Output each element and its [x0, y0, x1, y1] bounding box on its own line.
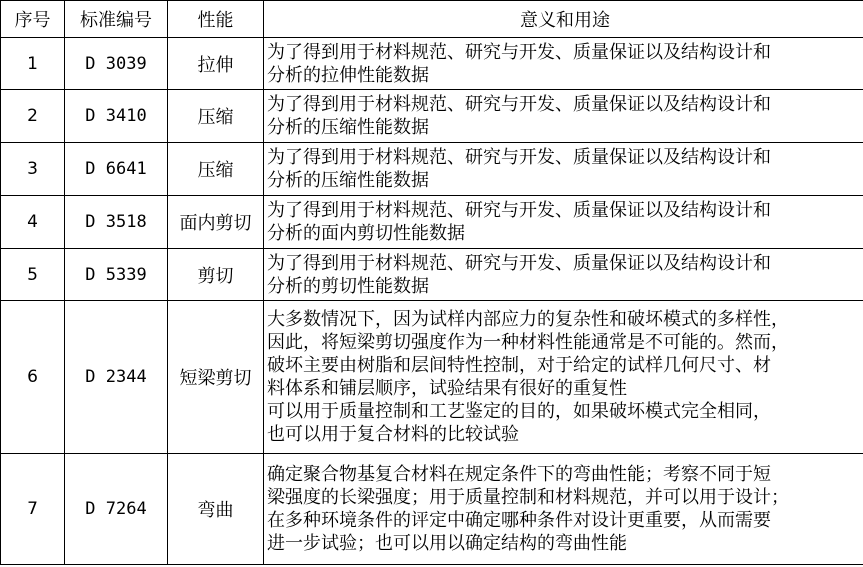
- row-property: 压缩: [168, 143, 264, 196]
- usage-line: 为了得到用于材料规范、研究与开发、质量保证以及结构设计和: [267, 252, 771, 274]
- row-index: 6: [1, 301, 65, 454]
- usage-line: 分析的拉伸性能数据: [267, 64, 429, 86]
- row-usage: [264, 249, 863, 301]
- row-index: 3: [1, 143, 65, 196]
- usage-line: 确定聚合物基复合材料在规定条件下的弯曲性能；考察不同于短: [267, 464, 771, 485]
- table-row: [1, 301, 863, 454]
- header-standard-number: 标准编号: [65, 1, 168, 38]
- row-usage: [264, 90, 863, 143]
- table-row: [1, 196, 863, 249]
- table-row: [1, 249, 863, 301]
- usage-line: 大多数情况下，因为试样内部应力的复杂性和破坏模式的多样性，: [267, 309, 789, 330]
- row-property: 拉伸: [168, 38, 264, 90]
- usage-line: 分析的剪切性能数据: [267, 275, 429, 297]
- table-row: [1, 143, 863, 196]
- usage-line: 也可以用于复合材料的比较试验: [267, 424, 519, 445]
- row-standard: D 5339: [65, 249, 168, 301]
- row-index: 2: [1, 90, 65, 143]
- row-standard: D 7264: [65, 454, 168, 565]
- row-property: 压缩: [168, 90, 264, 143]
- usage-line: 为了得到用于材料规范、研究与开发、质量保证以及结构设计和: [267, 94, 771, 115]
- header-index: 序号: [1, 1, 65, 38]
- usage-line: 进一步试验；也可以用以确定结构的弯曲性能: [267, 533, 627, 554]
- row-index: 5: [1, 249, 65, 301]
- row-index: 4: [1, 196, 65, 249]
- header-meaning-and-usage: 意义和用途: [264, 1, 863, 38]
- usage-line: 为了得到用于材料规范、研究与开发、质量保证以及结构设计和: [267, 200, 771, 221]
- usage-line: 可以用于质量控制和工艺鉴定的目的，如果破坏模式完全相同，: [267, 401, 771, 422]
- row-usage: [264, 38, 863, 90]
- usage-line: 为了得到用于材料规范、研究与开发、质量保证以及结构设计和: [267, 147, 771, 168]
- row-standard: D 3410: [65, 90, 168, 143]
- usage-line: 料体系和铺层顺序，试验结果有很好的重复性: [267, 378, 627, 399]
- table-row: [1, 38, 863, 90]
- row-property: 剪切: [168, 249, 264, 301]
- row-standard: D 2344: [65, 301, 168, 454]
- row-index: 7: [1, 454, 65, 565]
- usage-line: 分析的压缩性能数据: [267, 117, 429, 138]
- row-usage: [264, 196, 863, 249]
- row-property: 短梁剪切: [168, 301, 264, 454]
- header-property: 性能: [168, 1, 264, 38]
- row-usage: [264, 143, 863, 196]
- row-standard: D 6641: [65, 143, 168, 196]
- table-row: [1, 454, 863, 565]
- row-property: 弯曲: [168, 454, 264, 565]
- usage-line: 破坏主要由树脂和层间特性控制，对于给定的试样几何尺寸、材: [267, 355, 771, 376]
- usage-line: 梁强度的长梁强度；用于质量控制和材料规范，并可以用于设计；: [267, 487, 789, 508]
- row-standard: D 3518: [65, 196, 168, 249]
- row-usage: [264, 454, 863, 565]
- row-standard: D 3039: [65, 38, 168, 90]
- usage-line: 在多种环境条件的评定中确定哪种条件对设计更重要，从而需要: [267, 510, 771, 531]
- row-property: 面内剪切: [168, 196, 264, 249]
- table-header-row: [1, 1, 863, 38]
- usage-line: 因此，将短梁剪切强度作为一种材料性能通常是不可能的。然而，: [267, 332, 789, 353]
- usage-line: 为了得到用于材料规范、研究与开发、质量保证以及结构设计和: [267, 41, 771, 63]
- row-index: 1: [1, 38, 65, 90]
- usage-line: 分析的面内剪切性能数据: [267, 223, 465, 244]
- row-usage: [264, 301, 863, 454]
- table-row: [1, 90, 863, 143]
- usage-line: 分析的压缩性能数据: [267, 170, 429, 191]
